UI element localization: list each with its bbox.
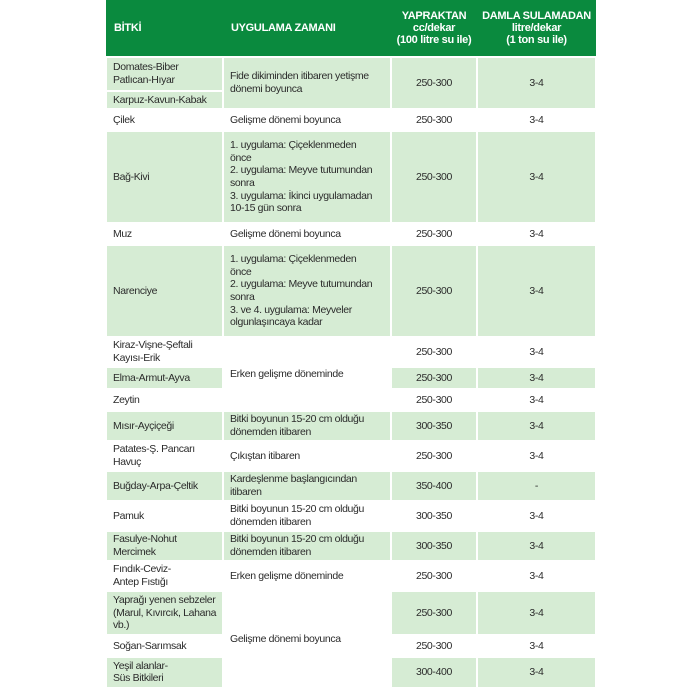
text-line: önce [230, 151, 252, 164]
foliar-dose-cell: 250-300 [391, 337, 477, 367]
text-line: Yaprağı yenen sebzeler [113, 594, 216, 607]
table-header-row [106, 0, 596, 57]
header-timing: UYGULAMA ZAMANI [223, 0, 391, 57]
timing-cell [223, 245, 391, 337]
foliar-dose-cell: 350-400 [391, 471, 477, 501]
drip-dose-cell: - [477, 471, 596, 501]
text-line: (Marul, Kıvırcık, Lahana [113, 606, 217, 619]
text-line: Zeytin [113, 393, 140, 406]
text-line: DAMLA SULAMADAN [482, 10, 591, 22]
plant-cell [106, 367, 223, 389]
drip-dose-cell: 3-4 [477, 501, 596, 531]
text-line: Bitki boyunun 15-20 cm olduğu [230, 503, 365, 516]
table-row [106, 109, 596, 131]
text-line: 3. ve 4. uygulama: Meyveler [230, 303, 352, 316]
text-line: Fındık-Ceviz- [113, 563, 171, 576]
text-line: önce [230, 265, 252, 278]
timing-cell [223, 441, 391, 471]
text-line: Patlıcan-Hıyar [113, 74, 175, 86]
plant-cell [106, 657, 223, 687]
foliar-dose-cell: 250-300 [391, 57, 477, 109]
foliar-dose-cell: 300-350 [391, 501, 477, 531]
foliar-dose-cell: 300-400 [391, 657, 477, 687]
foliar-dose-cell: 250-300 [391, 367, 477, 389]
drip-dose-cell: 3-4 [477, 561, 596, 591]
drip-dose-cell: 3-4 [477, 635, 596, 657]
drip-dose-cell: 3-4 [477, 109, 596, 131]
table-row [106, 471, 596, 501]
header-drip [477, 0, 596, 57]
table-row [106, 245, 596, 337]
drip-dose-cell: 3-4 [477, 531, 596, 561]
text-line: Fasulye-Nohut [113, 533, 177, 546]
drip-dose-cell: 3-4 [477, 441, 596, 471]
text-line: (1 ton su ile) [506, 34, 567, 46]
text-line: Antep Fıstığı [113, 576, 168, 588]
timing-cell [223, 531, 391, 561]
text-line: sonra [230, 177, 255, 189]
plant-cell [106, 91, 223, 109]
drip-dose-cell: 3-4 [477, 57, 596, 109]
timing-cell [223, 501, 391, 531]
text-line: dönemden itibaren [230, 546, 312, 558]
foliar-dose-cell: 250-300 [391, 441, 477, 471]
text-line: Buğday-Arpa-Çeltik [113, 479, 198, 492]
drip-dose-cell: 3-4 [477, 367, 596, 389]
text-line: Süs Bitkileri [113, 672, 164, 685]
plant-cell [106, 635, 223, 657]
text-line: dönemi boyunca [230, 83, 303, 95]
table-row [106, 531, 596, 561]
foliar-dose-cell: 300-350 [391, 531, 477, 561]
text-line: Gelişme dönemi boyunca [230, 632, 341, 645]
timing-cell [223, 57, 391, 109]
application-table [105, 0, 597, 688]
text-line: olgunlaşıncaya kadar [230, 316, 323, 329]
table-row [106, 337, 596, 367]
text-line: Elma-Armut-Ayva [113, 371, 190, 384]
timing-cell [223, 591, 391, 687]
text-line: Muz [113, 227, 132, 240]
table-row [106, 131, 596, 223]
drip-dose-cell: 3-4 [477, 389, 596, 411]
text-line: 1. uygulama: Çiçeklenmeden [230, 139, 357, 152]
foliar-dose-cell: 250-300 [391, 223, 477, 245]
text-line: Erken gelişme döneminde [230, 367, 344, 380]
text-line: Narenciye [113, 284, 158, 297]
drip-dose-cell: 3-4 [477, 223, 596, 245]
plant-cell [106, 337, 223, 367]
header-foliar [391, 0, 477, 57]
foliar-dose-cell: 250-300 [391, 245, 477, 337]
text-line: 2. uygulama: Meyve tutumundan [230, 278, 373, 291]
text-line: Gelişme dönemi boyunca [230, 113, 341, 126]
drip-dose-cell: 3-4 [477, 337, 596, 367]
foliar-dose-cell: 300-350 [391, 411, 477, 441]
text-line: Çilek [113, 113, 135, 126]
timing-cell [223, 109, 391, 131]
timing-cell [223, 411, 391, 441]
text-line: 2. uygulama: Meyve tutumundan [230, 164, 373, 177]
timing-cell [223, 131, 391, 223]
text-line: Yeşil alanlar- [113, 659, 168, 672]
foliar-dose-cell: 250-300 [391, 131, 477, 223]
text-line: Mısır-Ayçiçeği [113, 419, 174, 432]
table-row [106, 591, 596, 635]
text-line: Gelişme dönemi boyunca [230, 227, 341, 240]
text-line: Bitki boyunun 15-20 cm olduğu [230, 413, 365, 426]
plant-cell [106, 57, 223, 91]
text-line: dönemden itibaren [230, 426, 312, 438]
table-row [106, 441, 596, 471]
text-line: Domates-Biber [113, 61, 179, 74]
text-line: Kiraz-Vişne-Şeftali [113, 339, 193, 352]
drip-dose-cell: 3-4 [477, 131, 596, 223]
timing-cell [223, 223, 391, 245]
plant-cell [106, 471, 223, 501]
text-line: Pamuk [113, 509, 144, 522]
plant-cell [106, 389, 223, 411]
plant-cell [106, 411, 223, 441]
table-row [106, 501, 596, 531]
text-line: Mercimek [113, 546, 156, 558]
text-line: Çıkıştan itibaren [230, 449, 300, 462]
plant-cell [106, 245, 223, 337]
plant-cell [106, 223, 223, 245]
text-line: Kardeşlenme başlangıcından [230, 473, 357, 486]
text-line: Soğan-Sarımsak [113, 639, 187, 652]
timing-cell [223, 561, 391, 591]
foliar-dose-cell: 250-300 [391, 591, 477, 635]
text-line: 3. uygulama: İkinci uygulamadan [230, 189, 373, 202]
plant-cell [106, 109, 223, 131]
drip-dose-cell: 3-4 [477, 411, 596, 441]
table-row [106, 411, 596, 441]
text-line: sonra [230, 291, 255, 303]
text-line: Havuç [113, 456, 142, 468]
foliar-dose-cell: 250-300 [391, 635, 477, 657]
text-line: YAPRAKTAN [401, 10, 467, 22]
drip-dose-cell: 3-4 [477, 245, 596, 337]
plant-cell [106, 131, 223, 223]
plant-cell [106, 561, 223, 591]
plant-cell [106, 501, 223, 531]
text-line: Fide dikiminden itibaren yetişme [230, 70, 369, 83]
foliar-dose-cell: 250-300 [391, 109, 477, 131]
text-line: 10-15 gün sonra [230, 202, 302, 215]
plant-cell [106, 441, 223, 471]
text-line: cc/dekar [412, 22, 456, 34]
table-row [106, 223, 596, 245]
plant-cell [106, 531, 223, 561]
text-line: Karpuz-Kavun-Kabak [113, 93, 207, 106]
header-plant: BİTKİ [106, 0, 223, 57]
text-line: Bağ-Kivi [113, 170, 150, 183]
drip-dose-cell: 3-4 [477, 657, 596, 687]
foliar-dose-cell: 250-300 [391, 561, 477, 591]
text-line: Kayısı-Erik [113, 352, 160, 364]
text-line: itibaren [230, 486, 262, 498]
text-line: Patates-Ş. Pancarı [113, 443, 195, 456]
text-line: litre/dekar [511, 22, 562, 34]
plant-cell [106, 591, 223, 635]
foliar-dose-cell: 250-300 [391, 389, 477, 411]
text-line: Erken gelişme döneminde [230, 569, 344, 582]
text-line: Bitki boyunun 15-20 cm olduğu [230, 533, 365, 546]
text-line: vb.) [113, 619, 130, 632]
drip-dose-cell: 3-4 [477, 591, 596, 635]
text-line: 1. uygulama: Çiçeklenmeden [230, 253, 357, 266]
text-line: (100 litre su ile) [396, 34, 472, 46]
table-row [106, 561, 596, 591]
table-row [106, 57, 596, 91]
timing-cell [223, 337, 391, 411]
text-line: dönemden itibaren [230, 516, 312, 528]
application-table-page [105, 0, 595, 700]
timing-cell [223, 471, 391, 501]
